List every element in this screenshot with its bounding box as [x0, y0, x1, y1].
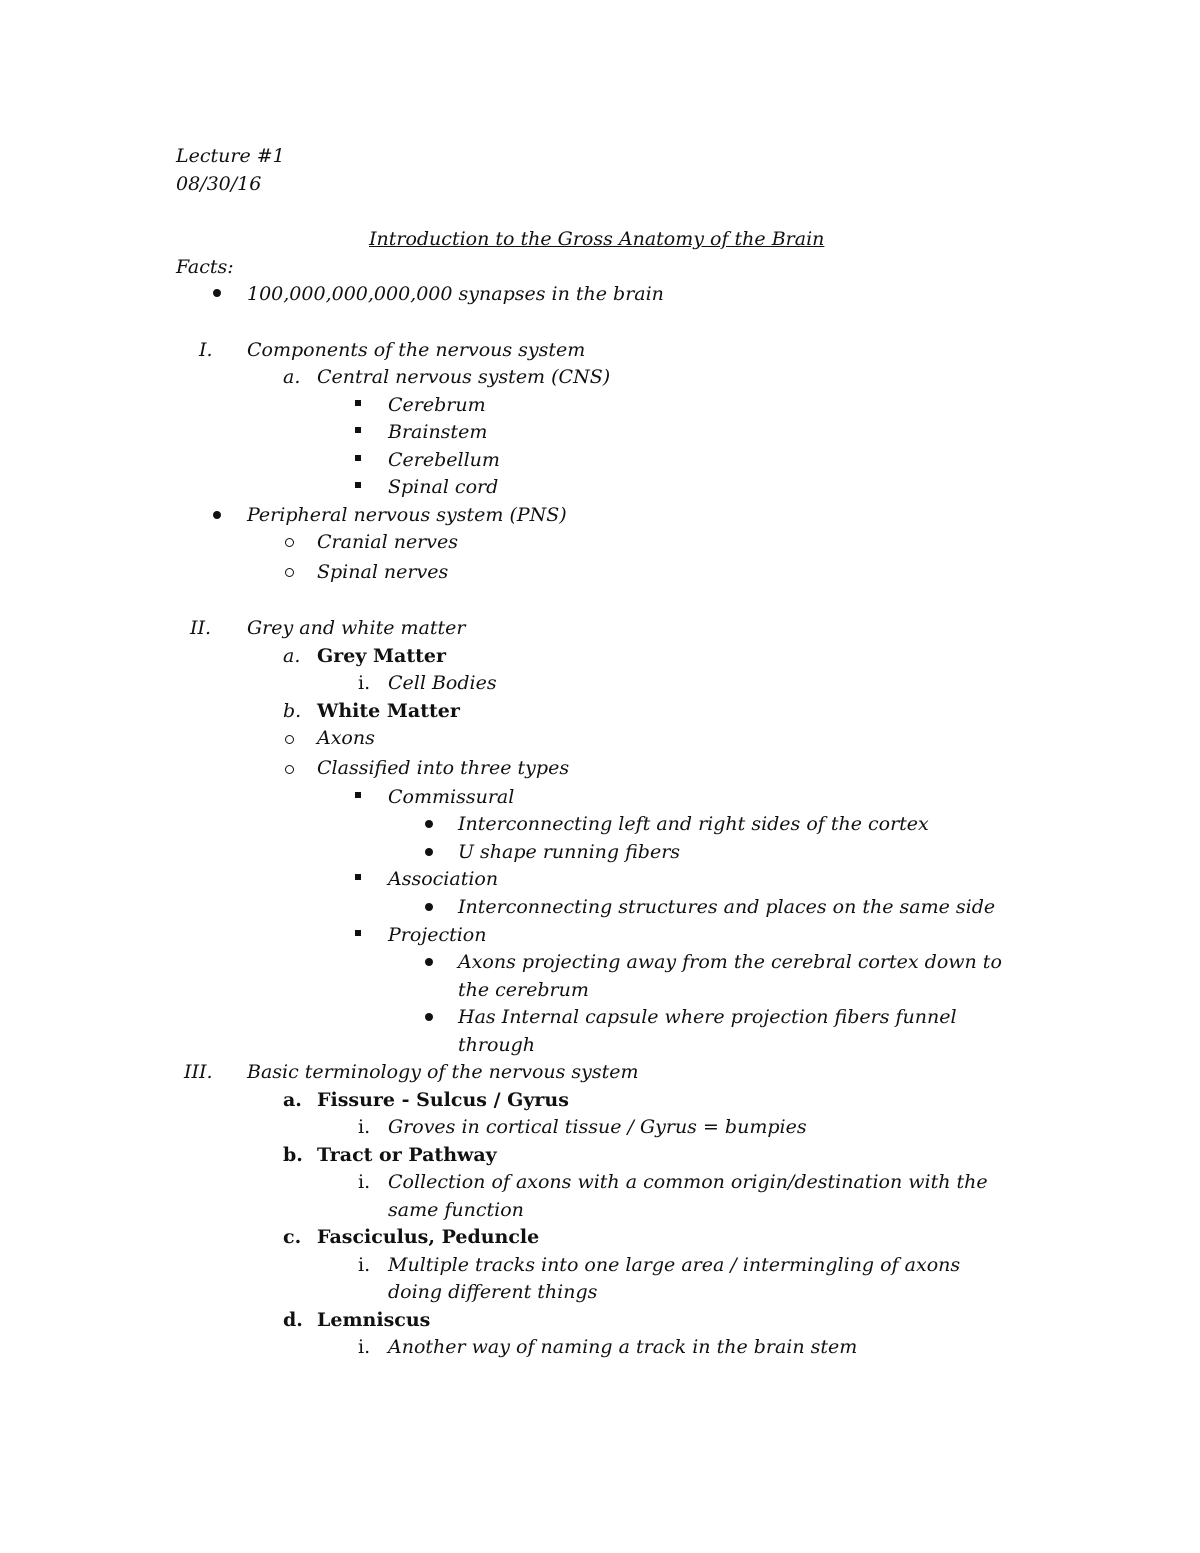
term-label: White Matter: [317, 700, 460, 722]
list-item: Multiple tracks into one large area / intermingling of axons: [388, 1254, 961, 1276]
list-marker: a.: [283, 366, 301, 388]
list-item-continuation: the cerebrum: [458, 979, 589, 1001]
bullet-dot: [425, 958, 433, 966]
term-label: Tract or Pathway: [317, 1144, 497, 1166]
list-marker: a.: [283, 645, 301, 667]
list-item: Cranial nerves: [317, 531, 458, 553]
bullet-circle: [285, 765, 294, 774]
fact-item: 100,000,000,000,000 synapses in the brain: [247, 283, 664, 305]
list-item: Axons: [317, 727, 375, 749]
list-item: Has Internal capsule where projection fibers funnel: [458, 1006, 957, 1028]
list-item: Another way of naming a track in the brain stem: [388, 1336, 858, 1358]
list-marker: i.: [358, 1254, 371, 1276]
bullet-dot: [425, 848, 433, 856]
list-item: Association: [388, 868, 499, 890]
list-marker: d.: [283, 1309, 303, 1331]
list-item: Axons projecting away from the cerebral cortex down to: [458, 951, 1002, 973]
section-numeral: II.: [190, 617, 212, 639]
list-marker: i.: [358, 672, 371, 694]
term-label: Fissure - Sulcus / Gyrus: [317, 1089, 569, 1111]
bullet-square: [355, 427, 361, 433]
list-item: Interconnecting structures and places on the same side: [458, 896, 996, 918]
list-item: Cerebellum: [388, 449, 500, 471]
term-label: Lemniscus: [317, 1309, 431, 1331]
list-item: Cell Bodies: [388, 672, 497, 694]
list-item: Spinal cord: [388, 476, 499, 498]
lecture-date: 08/30/16: [176, 173, 262, 195]
bullet-square: [355, 930, 361, 936]
bullet-circle: [285, 568, 294, 577]
list-item: Classified into three types: [317, 757, 570, 779]
term-label: Fasciculus, Peduncle: [317, 1226, 540, 1248]
bullet-dot: [213, 511, 221, 519]
list-item-continuation: doing different things: [388, 1281, 598, 1303]
section-numeral: I.: [199, 339, 213, 361]
list-item: Projection: [388, 924, 487, 946]
bullet-square: [355, 874, 361, 880]
bullet-square: [355, 400, 361, 406]
lecture-number: Lecture #1: [176, 145, 285, 167]
bullet-dot: [213, 289, 221, 297]
term-label: Grey Matter: [317, 645, 446, 667]
bullet-square: [355, 482, 361, 488]
list-item-continuation: through: [458, 1034, 536, 1056]
bullet-circle: [285, 735, 294, 744]
list-item-continuation: same function: [388, 1199, 524, 1221]
list-marker: a.: [283, 1089, 302, 1111]
list-item: Commissural: [388, 786, 515, 808]
list-marker: i.: [358, 1336, 371, 1358]
facts-label: Facts:: [176, 256, 234, 278]
list-item: Groves in cortical tissue / Gyrus = bumpies: [388, 1116, 807, 1138]
list-item: Cerebrum: [388, 394, 486, 416]
list-marker: i.: [358, 1116, 371, 1138]
bullet-dot: [425, 903, 433, 911]
section-heading: Grey and white matter: [247, 617, 466, 639]
list-item: Brainstem: [388, 421, 488, 443]
page-title: Introduction to the Gross Anatomy of the Brain: [369, 228, 825, 250]
bullet-square: [355, 455, 361, 461]
list-marker: b.: [283, 1144, 303, 1166]
list-item: Collection of axons with a common origin/destination with the: [388, 1171, 988, 1193]
list-item: Interconnecting left and right sides of the cortex: [458, 813, 929, 835]
list-item: U shape running fibers: [458, 841, 681, 863]
list-marker: i.: [358, 1171, 371, 1193]
list-item: Spinal nerves: [317, 561, 449, 583]
section-heading: Components of the nervous system: [247, 339, 586, 361]
list-item: Central nervous system (CNS): [317, 366, 611, 388]
list-marker: b.: [283, 700, 302, 722]
bullet-dot: [425, 820, 433, 828]
list-item: Peripheral nervous system (PNS): [247, 504, 567, 526]
bullet-circle: [285, 538, 294, 547]
bullet-square: [355, 792, 361, 798]
section-heading: Basic terminology of the nervous system: [247, 1061, 639, 1083]
list-marker: c.: [283, 1226, 302, 1248]
bullet-dot: [425, 1013, 433, 1021]
section-numeral: III.: [184, 1061, 213, 1083]
